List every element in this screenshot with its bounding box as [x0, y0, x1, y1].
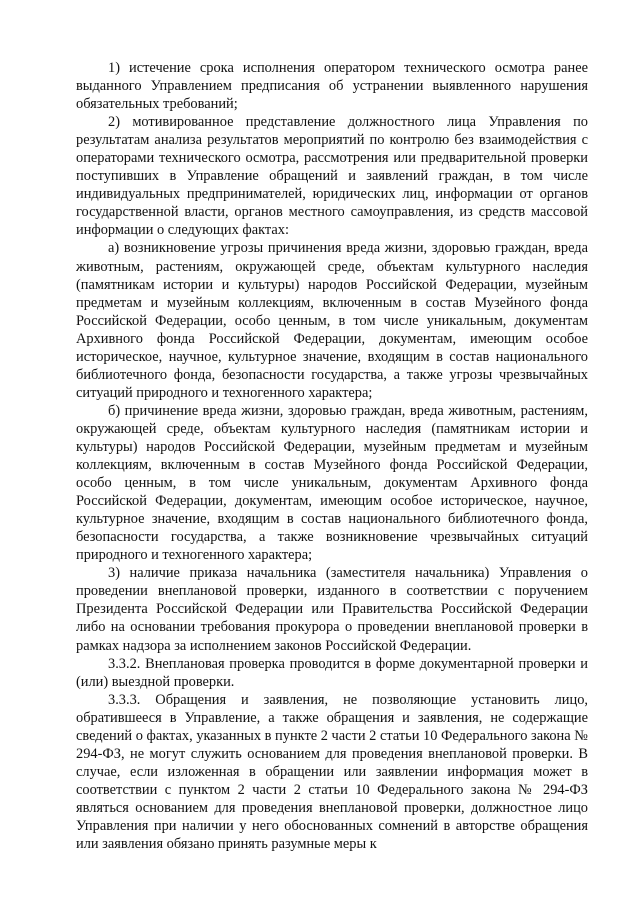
paragraph-subitem-b: б) причинение вреда жизни, здоровью граждан, вреда животным, растениям, окружающей среде, объектам культурного наследия (памятникам истории и культуры) народов Российской Федерации, музейным предметам и музейным коллекциям, включенным в состав Музейного фонда Российской Федерации, особо ценным, в том числе уникальным, документам Архивного фонда Российской Федерации, документам, имеющим особое историческое, научное, культурное значение, входящим в состав национального библиотечного фонда, безопасности государства, а также возникновение чрезвычайных ситуаций природного и техногенного характера; [76, 402, 588, 564]
paragraph-item-2: 2) мотивированное представление должностного лица Управления по результатам анализа результатов мероприятий по контролю без взаимодействия с операторами технического осмотра, рассмотрения или предварительной проверки поступивших в Управление обращений и заявлений граждан, в том числе индивидуальных предпринимателей, юридических лиц, информации от органов государственной власти, органов местного самоуправления, из средств массовой информации о следующих фактах: [76, 114, 588, 239]
paragraph-item-3: 3) наличие приказа начальника (заместителя начальника) Управления о проведении внеплановой проверки, изданного в соответствии с поручением Президента Российской Федерации или Правительства Российской Федерации либо на основании требования прокурора о проведении внеплановой проверки в рамках надзора за исполнением законов Российской Федерации. [76, 565, 588, 654]
paragraph-3-3-2: 3.3.2. Внеплановая проверка проводится в форме документарной проверки и (или) выездной проверки. [76, 655, 588, 690]
paragraph-subitem-a: а) возникновение угрозы причинения вреда жизни, здоровью граждан, вреда животным, растениям, окружающей среде, объектам культурного наследия (памятникам истории и культуры) народов Российской Федерации, музейным предметам и музейным коллекциям, включенным в состав Музейного фонда Российской Федерации, особо ценным, в том числе уникальным, документам Архивного фонда Российской Федерации, документам, имеющим особое историческое, научное, культурное значение, входящим в состав национального библиотечного фонда, безопасности государства, а также угрозы чрезвычайных ситуаций природного и техногенного характера; [76, 240, 588, 401]
document-page [76, 59, 588, 853]
paragraph-item-1: 1) истечение срока исполнения оператором технического осмотра ранее выданного Управлением предписания об устранении выявленного нарушения обязательных требований; [76, 60, 588, 113]
paragraph-3-3-3: 3.3.3. Обращения и заявления, не позволяющие установить лицо, обратившееся в Управление, а также обращения и заявления, не содержащие сведений о фактах, указанных в пункте 2 части 2 статьи 10 Федерального закона № 294-ФЗ, не могут служить основанием для проведения внеплановой проверки. В случае, если изложенная в обращении или заявлении информация может в соответствии с пунктом 2 части 2 статьи 10 Федерального закона № 294-ФЗ являться основанием для проведения внеплановой проверки, должностное лицо Управления при наличии у него обоснованных сомнений в авторстве обращения или заявления обязано принять разумные меры к [76, 691, 588, 853]
